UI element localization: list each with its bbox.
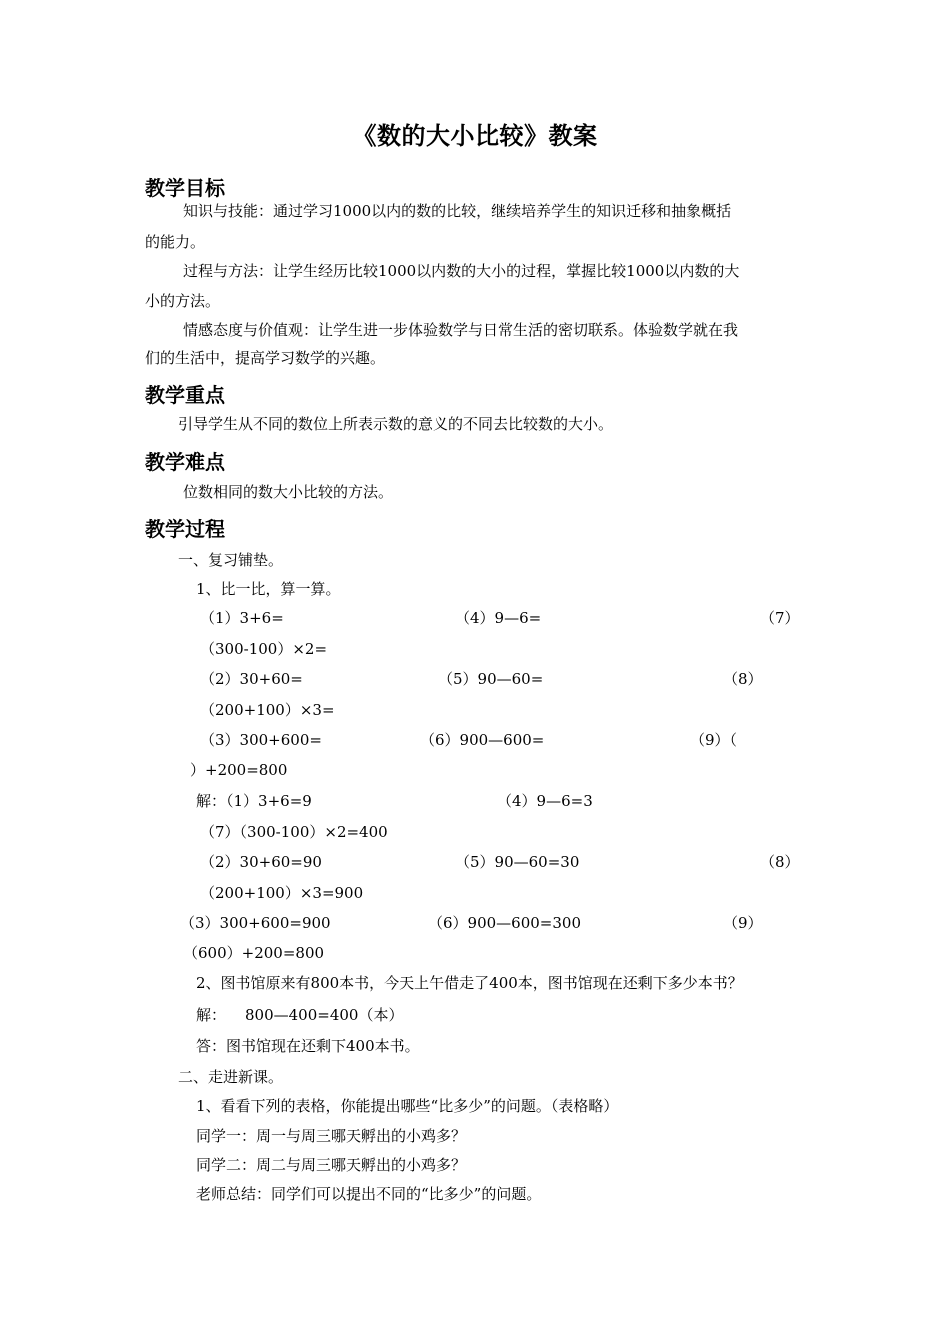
heading-goals: 教学目标 [145,176,225,200]
goals-p2-line1: 过程与方法：让学生经历比较1000以内数的大小的过程，掌握比较1000以内数的大 [183,262,740,280]
exercise-2: （2）30+60= [200,670,303,688]
key-text: 引导学生从不同的数位上所表示数的意义的不同去比较数的大小。 [178,415,614,433]
document-title: 《数的大小比较》教案 [352,122,598,150]
student-1-question: 同学一：周一与周三哪天孵出的小鸡多？ [196,1127,467,1145]
exercise-4: （4）9—6= [455,609,542,627]
solution-9: （600）+200=800 [183,944,325,962]
heading-difficulty: 教学难点 [145,450,225,474]
exercise-6: （6）900—600= [420,731,545,749]
question-2-solution: 800—400=400（本） [245,1006,404,1024]
exercise-7: （300-100）×2= [200,640,328,658]
exercise-5: （5）90—60= [438,670,544,688]
solution-8: （200+100）×3=900 [200,884,364,902]
solution-4: （4）9—6=3 [497,792,593,810]
goals-p2-line2: 小的方法。 [145,292,221,310]
solution-3: （3）300+600=900 [180,914,331,932]
exercise-7-label: （7） [760,609,800,627]
solution-2: （2）30+60=90 [200,853,322,871]
goals-p3-line1: 情感态度与价值观：让学生进一步体验数学与日常生活的密切联系。体验数学就在我 [183,321,739,339]
goals-p3-line2: 们的生活中，提高学习数学的兴趣。 [145,349,386,367]
question-2: 2、图书馆原来有800本书，今天上午借走了400本，图书馆现在还剩下多少本书？ [196,974,743,992]
question-1: 1、比一比，算一算。 [196,580,341,598]
question-2-solution-label: 解： [196,1006,227,1024]
solution-7: （7）（300-100）×2=400 [200,823,388,841]
exercise-3: （3）300+600= [200,731,322,749]
solution-1: 解：（1）3+6=9 [196,792,312,810]
solution-5: （5）90—60=30 [455,853,580,871]
goals-p1-line1: 知识与技能：通过学习1000以内的数的比较，继续培养学生的知识迁移和抽象概括 [183,202,732,220]
student-2-question: 同学二：周二与周三哪天孵出的小鸡多？ [196,1156,467,1174]
goals-p1-line2: 的能力。 [145,233,206,251]
difficulty-text: 位数相同的数大小比较的方法。 [183,483,394,501]
heading-key: 教学重点 [145,383,225,407]
solution-6: （6）900—600=300 [428,914,582,932]
heading-process: 教学过程 [145,517,225,541]
exercise-9: ）+200=800 [190,761,288,779]
exercise-1: （1）3+6= [200,609,284,627]
exercise-8: （200+100）×3= [200,701,335,719]
part2-heading: 二、走进新课。 [178,1068,284,1086]
question-2-answer: 答：图书馆现在还剩下400本书。 [196,1037,420,1055]
new-lesson-1: 1、看看下列的表格，你能提出哪些“比多少”的问题。（表格略） [196,1097,619,1115]
exercise-9-label: （9）（ [690,731,738,749]
solution-9-label: （9） [723,914,763,932]
exercise-8-label: （8） [723,670,763,688]
teacher-summary: 老师总结：同学们可以提出不同的“比多少”的问题。 [196,1185,542,1203]
solution-8-label: （8） [760,853,800,871]
part1-heading: 一、复习铺垫。 [178,551,284,569]
